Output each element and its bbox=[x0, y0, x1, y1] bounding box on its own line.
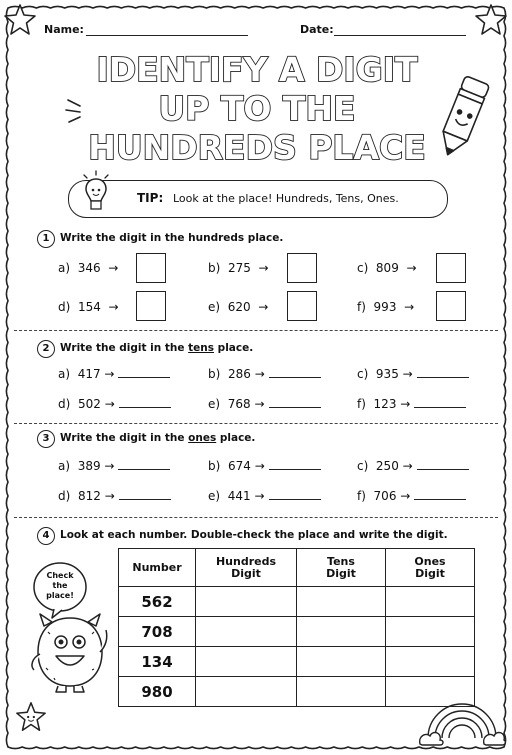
column-header-hundreds: Hundreds Digit bbox=[196, 549, 297, 587]
answer-box[interactable] bbox=[136, 253, 166, 283]
tens-cell[interactable] bbox=[297, 587, 386, 617]
answer-box[interactable] bbox=[436, 253, 466, 283]
title-line-2: UP TO THE bbox=[158, 89, 356, 128]
tens-cell[interactable] bbox=[297, 677, 386, 707]
answer-blank[interactable] bbox=[417, 367, 469, 378]
table-row bbox=[119, 587, 475, 617]
answer-box[interactable] bbox=[436, 291, 466, 321]
list-item: b) 674 → bbox=[208, 459, 321, 473]
section-divider bbox=[14, 517, 498, 518]
ones-cell[interactable] bbox=[386, 587, 475, 617]
answer-blank[interactable] bbox=[119, 397, 171, 408]
answer-blank[interactable] bbox=[118, 459, 170, 470]
section-4-title: Look at each number. Double-check the place and write the digit. bbox=[60, 529, 448, 541]
tip-text: Look at the place! Hundreds, Tens, Ones. bbox=[173, 192, 399, 205]
section-1-number: 1 bbox=[37, 230, 55, 248]
answer-blank[interactable] bbox=[119, 489, 171, 500]
list-item: f) 123 → bbox=[357, 397, 466, 411]
section-1-title: Write the digit in the hundreds place. bbox=[60, 232, 284, 244]
column-header-ones: Ones Digit bbox=[386, 549, 475, 587]
hundreds-cell[interactable] bbox=[196, 647, 297, 677]
table-row bbox=[119, 617, 475, 647]
answer-box[interactable] bbox=[136, 291, 166, 321]
section-4-number: 4 bbox=[37, 527, 55, 545]
answer-box[interactable] bbox=[287, 291, 317, 321]
answer-blank[interactable] bbox=[118, 367, 170, 378]
list-item: d) 502 → bbox=[58, 397, 171, 411]
number-cell: 562 bbox=[119, 587, 196, 617]
answer-box[interactable] bbox=[287, 253, 317, 283]
number-cell: 980 bbox=[119, 677, 196, 707]
answer-blank[interactable] bbox=[414, 397, 466, 408]
number-cell: 708 bbox=[119, 617, 196, 647]
star-icon bbox=[473, 2, 509, 38]
section-2-title: Write the digit in the tens place. bbox=[60, 342, 254, 354]
date-label: Date: bbox=[300, 23, 334, 36]
column-header-number: Number bbox=[119, 549, 196, 587]
hundreds-cell[interactable] bbox=[196, 617, 297, 647]
speech-bubble-text: Check the place! bbox=[46, 571, 74, 600]
date-field[interactable] bbox=[334, 35, 466, 36]
digit-table bbox=[118, 548, 475, 707]
number-cell: 134 bbox=[119, 647, 196, 677]
answer-blank[interactable] bbox=[417, 459, 469, 470]
title-line-1: IDENTIFY A DIGIT bbox=[96, 50, 418, 89]
list-item: c) 935 → bbox=[357, 367, 469, 381]
name-field[interactable] bbox=[86, 35, 248, 36]
section-3-number: 3 bbox=[37, 430, 55, 448]
tip-box bbox=[68, 180, 448, 218]
list-item: e) 441 → bbox=[208, 489, 321, 503]
answer-blank[interactable] bbox=[269, 489, 321, 500]
ones-cell[interactable] bbox=[386, 617, 475, 647]
star-icon bbox=[2, 2, 38, 38]
list-item: b) 286 → bbox=[208, 367, 321, 381]
table-header-row bbox=[119, 549, 475, 587]
rainbow-icon bbox=[418, 688, 506, 746]
answer-blank[interactable] bbox=[269, 459, 321, 470]
ones-cell[interactable] bbox=[386, 647, 475, 677]
hundreds-cell[interactable] bbox=[196, 677, 297, 707]
list-item: a) 389 → bbox=[58, 459, 170, 473]
monster-mascot-icon bbox=[26, 612, 116, 694]
section-divider bbox=[14, 330, 498, 331]
list-item: d) 812 → bbox=[58, 489, 171, 503]
list-item: b) 275 → bbox=[208, 261, 269, 275]
smiling-star-icon bbox=[14, 700, 48, 734]
sparkle-icon bbox=[64, 96, 88, 126]
answer-blank[interactable] bbox=[269, 367, 321, 378]
list-item: e) 768 → bbox=[208, 397, 321, 411]
list-item: c) 250 → bbox=[357, 459, 469, 473]
tens-cell[interactable] bbox=[297, 617, 386, 647]
list-item: f) 993 → bbox=[357, 300, 415, 314]
list-item: f) 706 → bbox=[357, 489, 466, 503]
hundreds-cell[interactable] bbox=[196, 587, 297, 617]
section-3-title: Write the digit in the ones place. bbox=[60, 432, 256, 444]
section-2-number: 2 bbox=[37, 340, 55, 358]
pencil-mascot-icon bbox=[434, 72, 494, 162]
list-item: e) 620 → bbox=[208, 300, 269, 314]
column-header-tens: Tens Digit bbox=[297, 549, 386, 587]
table-row bbox=[119, 647, 475, 677]
answer-blank[interactable] bbox=[414, 489, 466, 500]
list-item: c) 809 → bbox=[357, 261, 417, 275]
list-item: a) 417 → bbox=[58, 367, 170, 381]
name-label: Name: bbox=[44, 23, 84, 36]
page-title bbox=[70, 48, 445, 166]
tip-label: TIP: bbox=[137, 191, 164, 205]
title-line-3: HUNDREDS PLACE bbox=[88, 128, 426, 166]
list-item: a) 346 → bbox=[58, 261, 119, 275]
tens-cell[interactable] bbox=[297, 647, 386, 677]
section-divider bbox=[14, 423, 498, 424]
list-item: d) 154 → bbox=[58, 300, 119, 314]
answer-blank[interactable] bbox=[269, 397, 321, 408]
lightbulb-icon bbox=[79, 169, 113, 215]
